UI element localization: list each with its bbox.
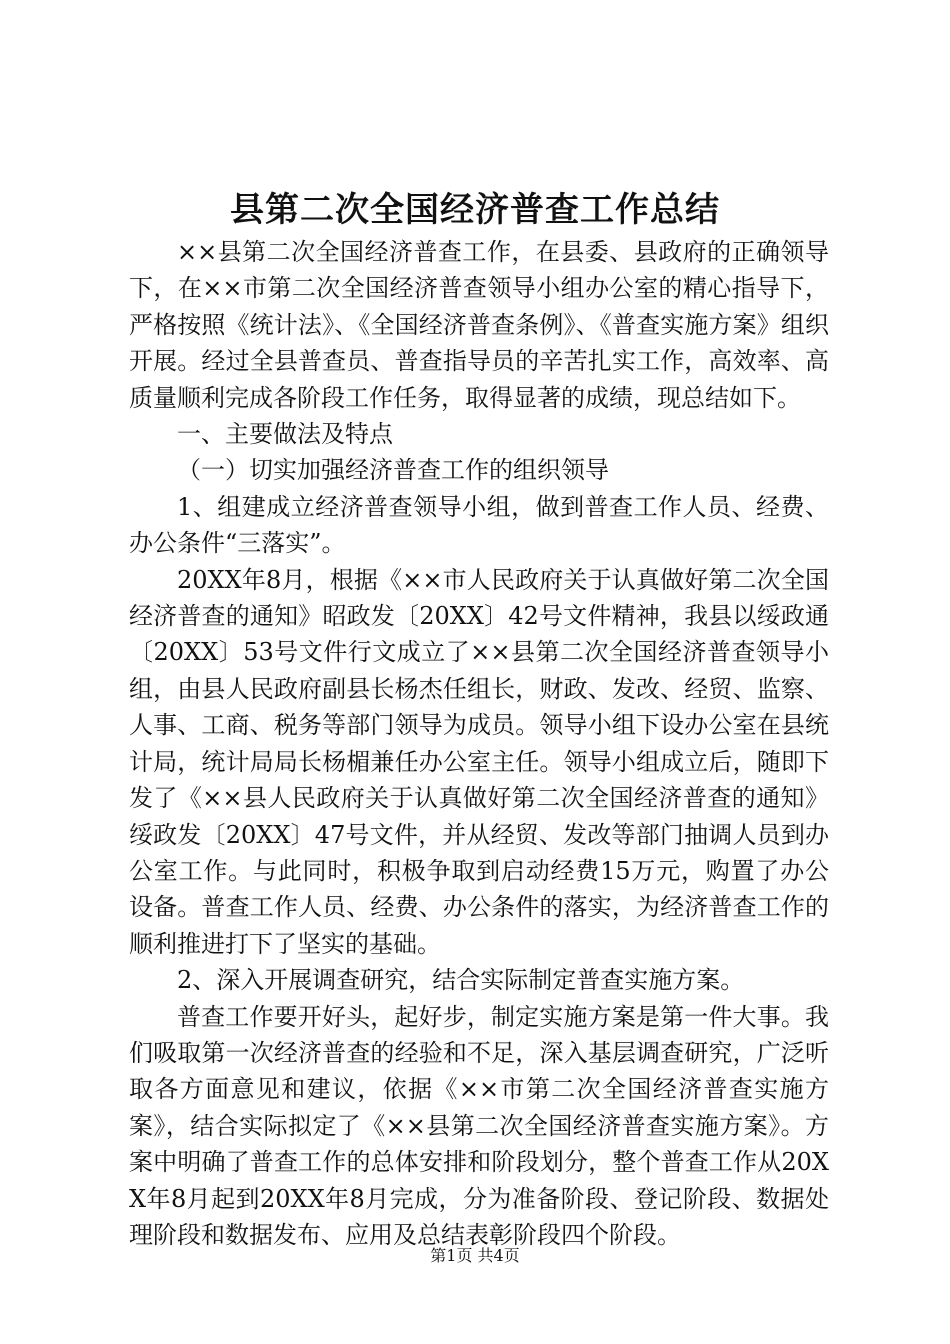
heading-subsection-1: （一）切实加强经济普查工作的组织领导 — [177, 456, 609, 485]
document-title: 县第二次全国经济普查工作总结 — [230, 190, 720, 230]
paragraph-item-1: 1、组建成立经济普查领导小组，做到普查工作人员、经费、办公条件“三落实”。 — [129, 492, 829, 558]
page-number-footer: 第1页 共4页 — [430, 1246, 520, 1265]
paragraph-leadership-group: 20XX年8月，根据《××市人民政府关于认真做好第二次全国经济普查的通知》昭政发〔20XX〕42号文件精神，我县以绥政通〔20XX〕53号文件行文成立了××县第二次全国经济普查领导小组，由县人民政府副县长杨杰任组长，财政、发改、经贸、监察、人事、工商、税务等部门领导为成员。领导小组下设办公室在县统计局，统计局局长杨楣兼任办公室主任。领导小组成立后，随即下发了《××县人民政府关于认真做好第二次全国经济普查的通知》绥政发〔20XX〕47号文件，并从经贸、发改等部门抽调人员到办公室工作。与此同时，积极争取到启动经费15万元，购置了办公设备。普查工作人员、经费、办公条件的落实，为经济普查工作的顺利推进打下了坚实的基础。 — [129, 565, 829, 958]
paragraph-item-2: 2、深入开展调查研究，结合实际制定普查实施方案。 — [177, 966, 745, 995]
paragraph-implementation-plan: 普查工作要开好头，起好步，制定实施方案是第一件大事。我们吸取第一次经济普查的经验和不足，深入基层调查研究，广泛听取各方面意见和建议，依据《××市第二次全国经济普查实施方案》，结合实际拟定了《××县第二次全国经济普查实施方案》。方案中明确了普查工作的总体安排和阶段划分，整个普查工作从20XX年8月起到20XX年8月完成，分为准备阶段、登记阶段、数据处理阶段和数据发布、应用及总结表彰阶段四个阶段。 — [129, 1002, 829, 1249]
document-body — [129, 234, 829, 1253]
paragraph-intro: ××县第二次全国经济普查工作，在县委、县政府的正确领导下，在××市第二次全国经济普查领导小组办公室的精心指导下，严格按照《统计法》、《全国经济普查条例》、《普查实施方案》组织开展。经过全县普查员、普查指导员的辛苦扎实工作，高效率、高质量顺利完成各阶段工作任务，取得显著的成绩，现总结如下。 — [129, 238, 829, 412]
heading-section-1: 一、主要做法及特点 — [177, 420, 393, 449]
